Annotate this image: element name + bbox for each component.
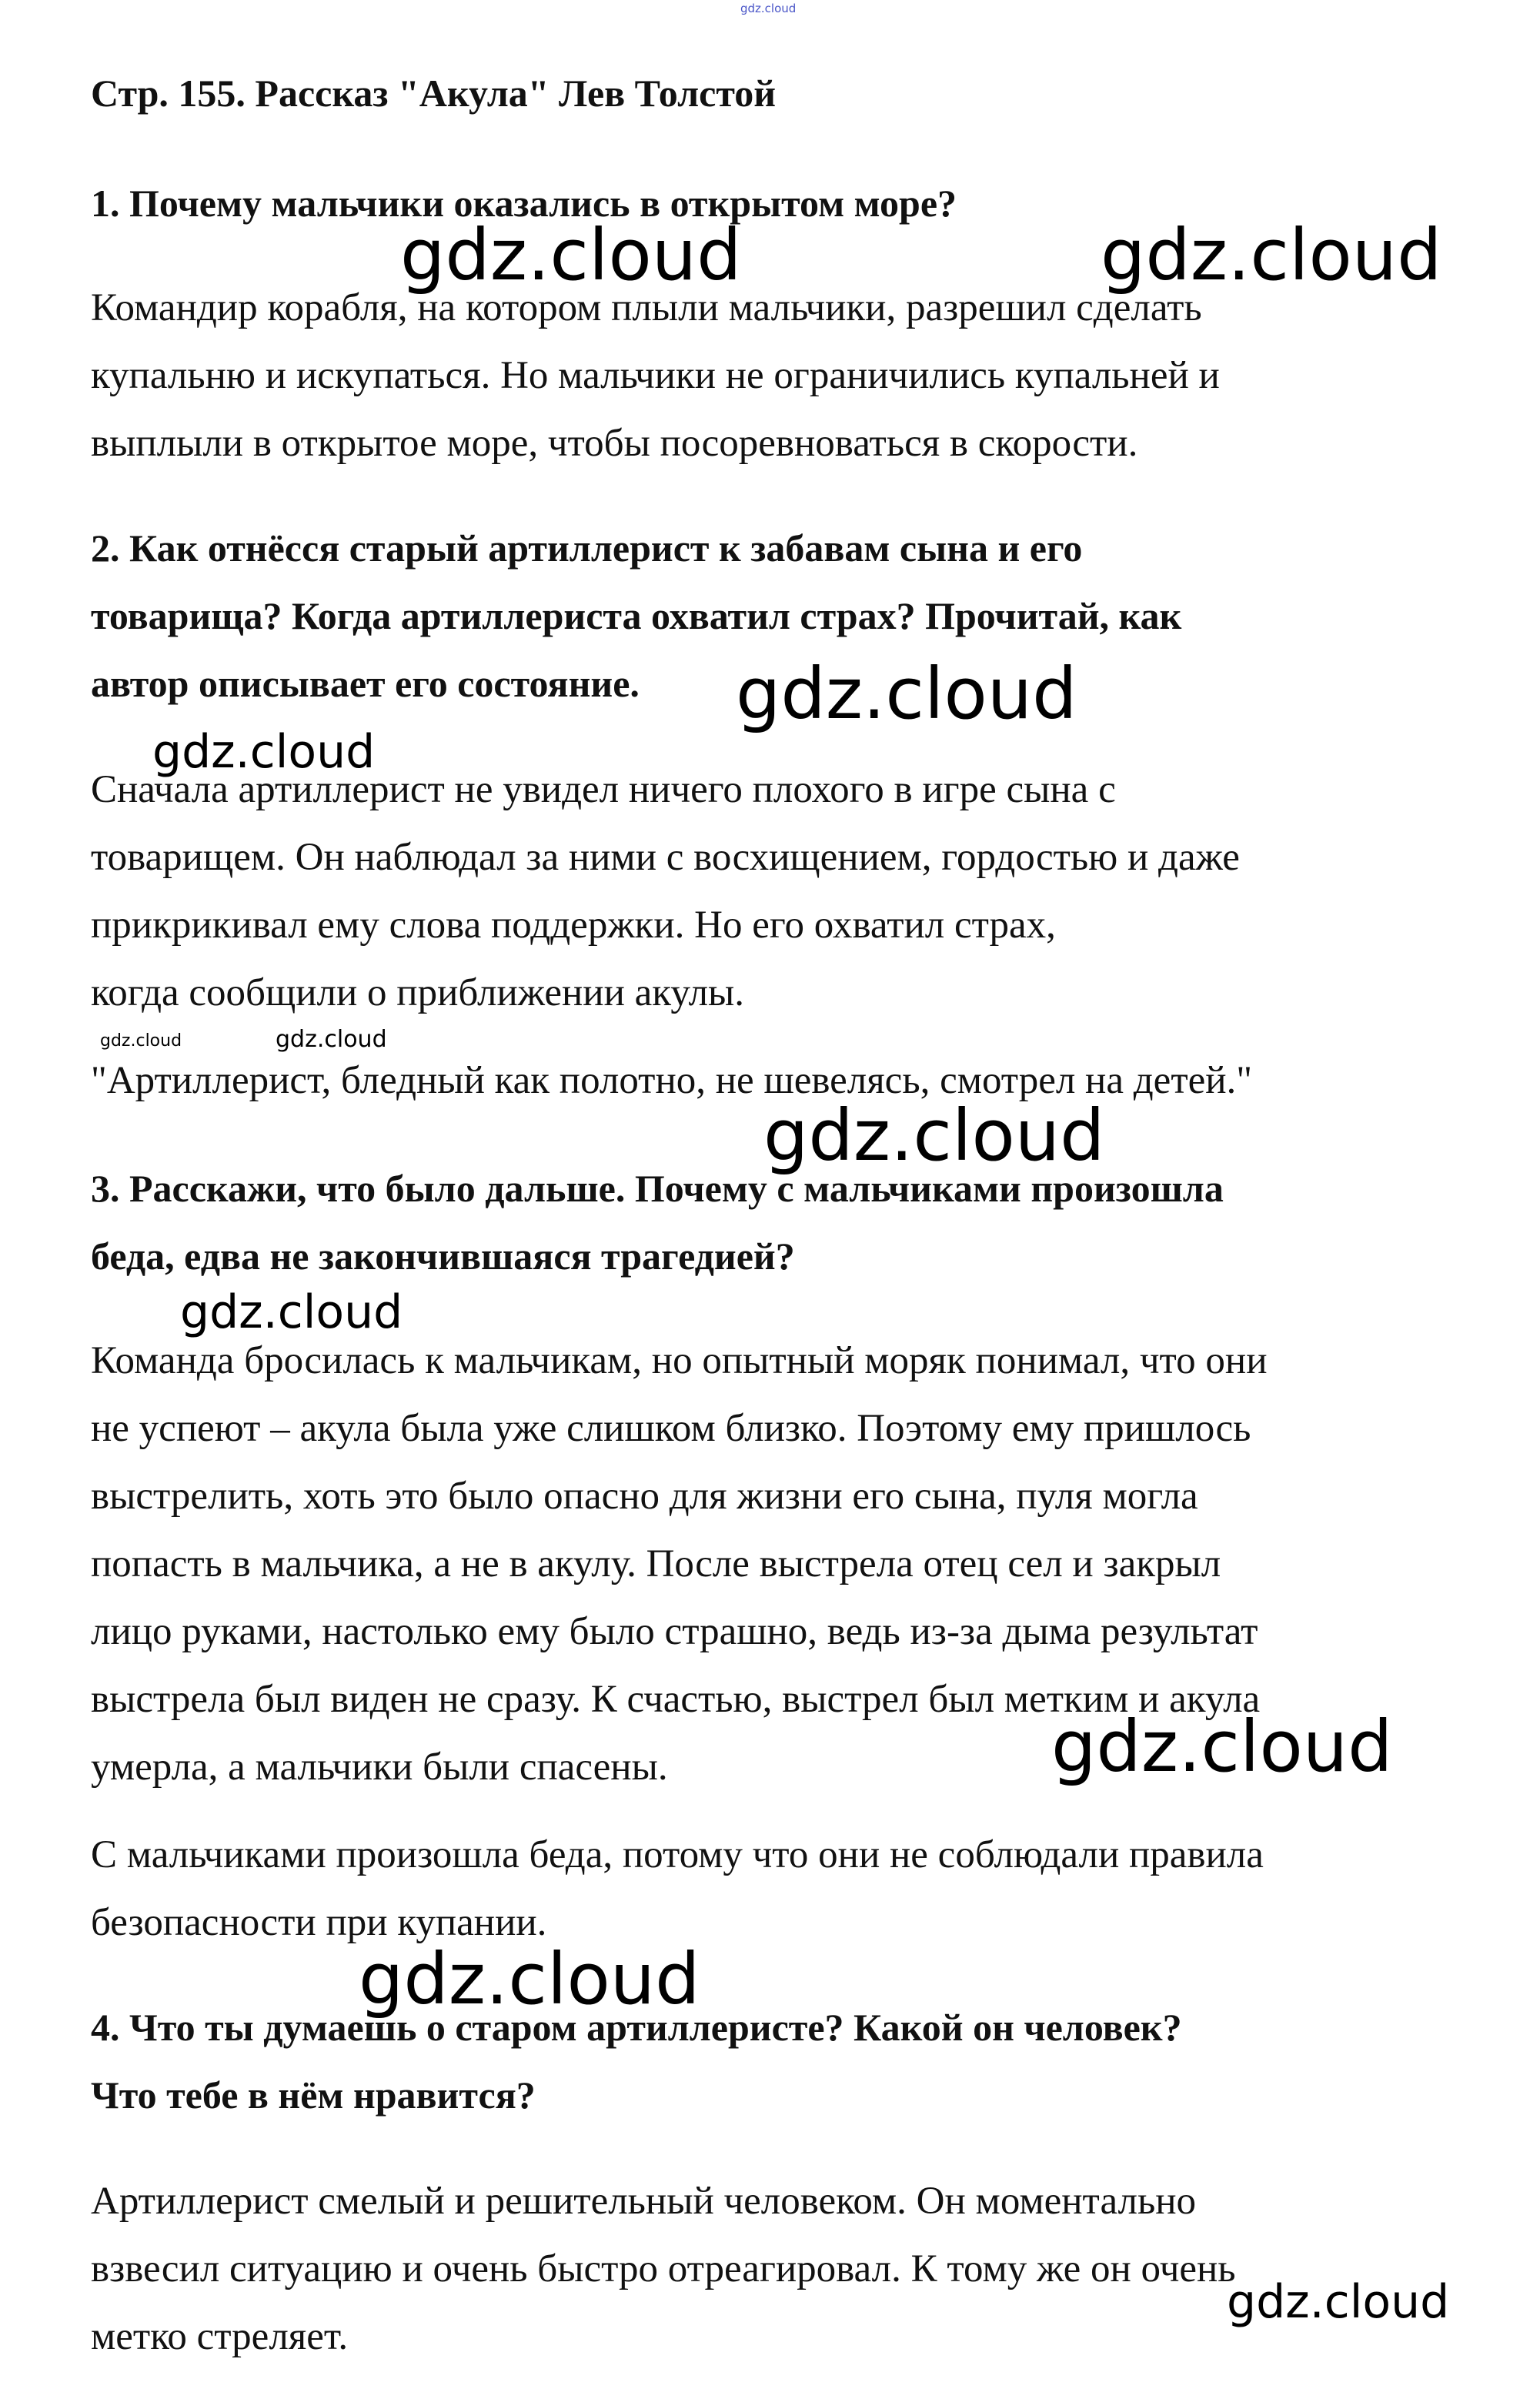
answer-line: Командир корабля, на котором плыли мальчики, разрешил сделать: [91, 286, 1202, 329]
answer-1: [91, 274, 1468, 477]
watermark: gdz.cloud: [100, 1031, 182, 1051]
answer-line: выстрелить, хоть это было опасно для жизни его сына, пуля могла: [91, 1475, 1198, 1518]
answer-line: товарищем. Он наблюдал за ними с восхищением, гордостью и даже: [91, 836, 1240, 879]
watermark: gdz.cloud: [763, 1094, 1105, 1177]
answer-line: не успеют – акула была уже слишком близко. Поэтому ему пришлось: [91, 1407, 1251, 1450]
answer-line: когда сообщили о приближении акулы.: [91, 971, 745, 1014]
watermark: gdz.cloud: [152, 725, 376, 779]
watermark: gdz.cloud: [740, 2, 797, 15]
answer-2: [91, 756, 1468, 1027]
answer-3b: [91, 1821, 1468, 1956]
watermark: gdz.cloud: [1101, 214, 1442, 296]
answer-line: умерла, а мальчики были спасены.: [91, 1746, 668, 1789]
watermark: gdz.cloud: [276, 1026, 387, 1053]
answer-line: Артиллерист смелый и решительный человеком. Он моментально: [91, 2180, 1197, 2223]
answer-line: купальню и искупаться. Но мальчики не ограничились купальней и: [91, 354, 1220, 397]
question-line: 2. Как отнёсся старый артиллерист к забавам сына и его: [91, 526, 1083, 570]
watermark: gdz.cloud: [1227, 2275, 1450, 2329]
answer-line: лицо руками, настолько ему было страшно, ведь из-за дыма результат: [91, 1610, 1258, 1653]
question-line: автор описывает его состояние.: [91, 662, 640, 705]
question-line: Что тебе в нём нравится?: [91, 2073, 536, 2117]
question-line: товарища? Когда артиллериста охватил страх? Прочитай, как: [91, 594, 1182, 637]
answer-line: Команда бросилась к мальчикам, но опытный моряк понимал, что они: [91, 1339, 1268, 1382]
question-line: 4. Что ты думаешь о старом артиллеристе? Какой он человек?: [91, 2006, 1182, 2049]
answer-line: попасть в мальчика, а не в акулу. После выстрела отец сел и закрыл: [91, 1542, 1221, 1585]
page-title: Стр. 155. Рассказ "Акула" Лев Толстой: [91, 72, 777, 115]
watermark: gdz.cloud: [736, 653, 1077, 735]
quote-line: "Артиллерист, бледный как полотно, не шевелясь, смотрел на детей.": [91, 1059, 1253, 1102]
answer-line: взвесил ситуацию и очень быстро отреагировал. К тому же он очень: [91, 2247, 1236, 2290]
watermark: gdz.cloud: [359, 1938, 700, 2020]
question-line: 1. Почему мальчики оказались в открытом море?: [91, 182, 957, 225]
question-line: 3. Расскажи, что было дальше. Почему с мальчиками произошла: [91, 1167, 1224, 1210]
answer-line: прикрикивал ему слова поддержки. Но его охватил страх,: [91, 904, 1056, 947]
watermark: gdz.cloud: [400, 214, 742, 296]
watermark: gdz.cloud: [1051, 1706, 1393, 1788]
answer-line: С мальчиками произошла беда, потому что они не соблюдали правила: [91, 1833, 1264, 1876]
question-4: [91, 1993, 1468, 2129]
answer-4: [91, 2167, 1468, 2371]
answer-line: Сначала артиллерист не увидел ничего плохого в игре сына с: [91, 768, 1116, 811]
answer-line: безопасности при купании.: [91, 1901, 547, 1944]
answer-line: выстрела был виден не сразу. К счастью, выстрел был метким и акула: [91, 1678, 1261, 1721]
answer-line: метко стреляет.: [91, 2315, 349, 2358]
answer-line: выплыли в открытое море, чтобы посоревноваться в скорости.: [91, 422, 1138, 465]
watermark: gdz.cloud: [180, 1285, 403, 1339]
question-line: беда, едва не закончившаяся трагедией?: [91, 1235, 795, 1278]
